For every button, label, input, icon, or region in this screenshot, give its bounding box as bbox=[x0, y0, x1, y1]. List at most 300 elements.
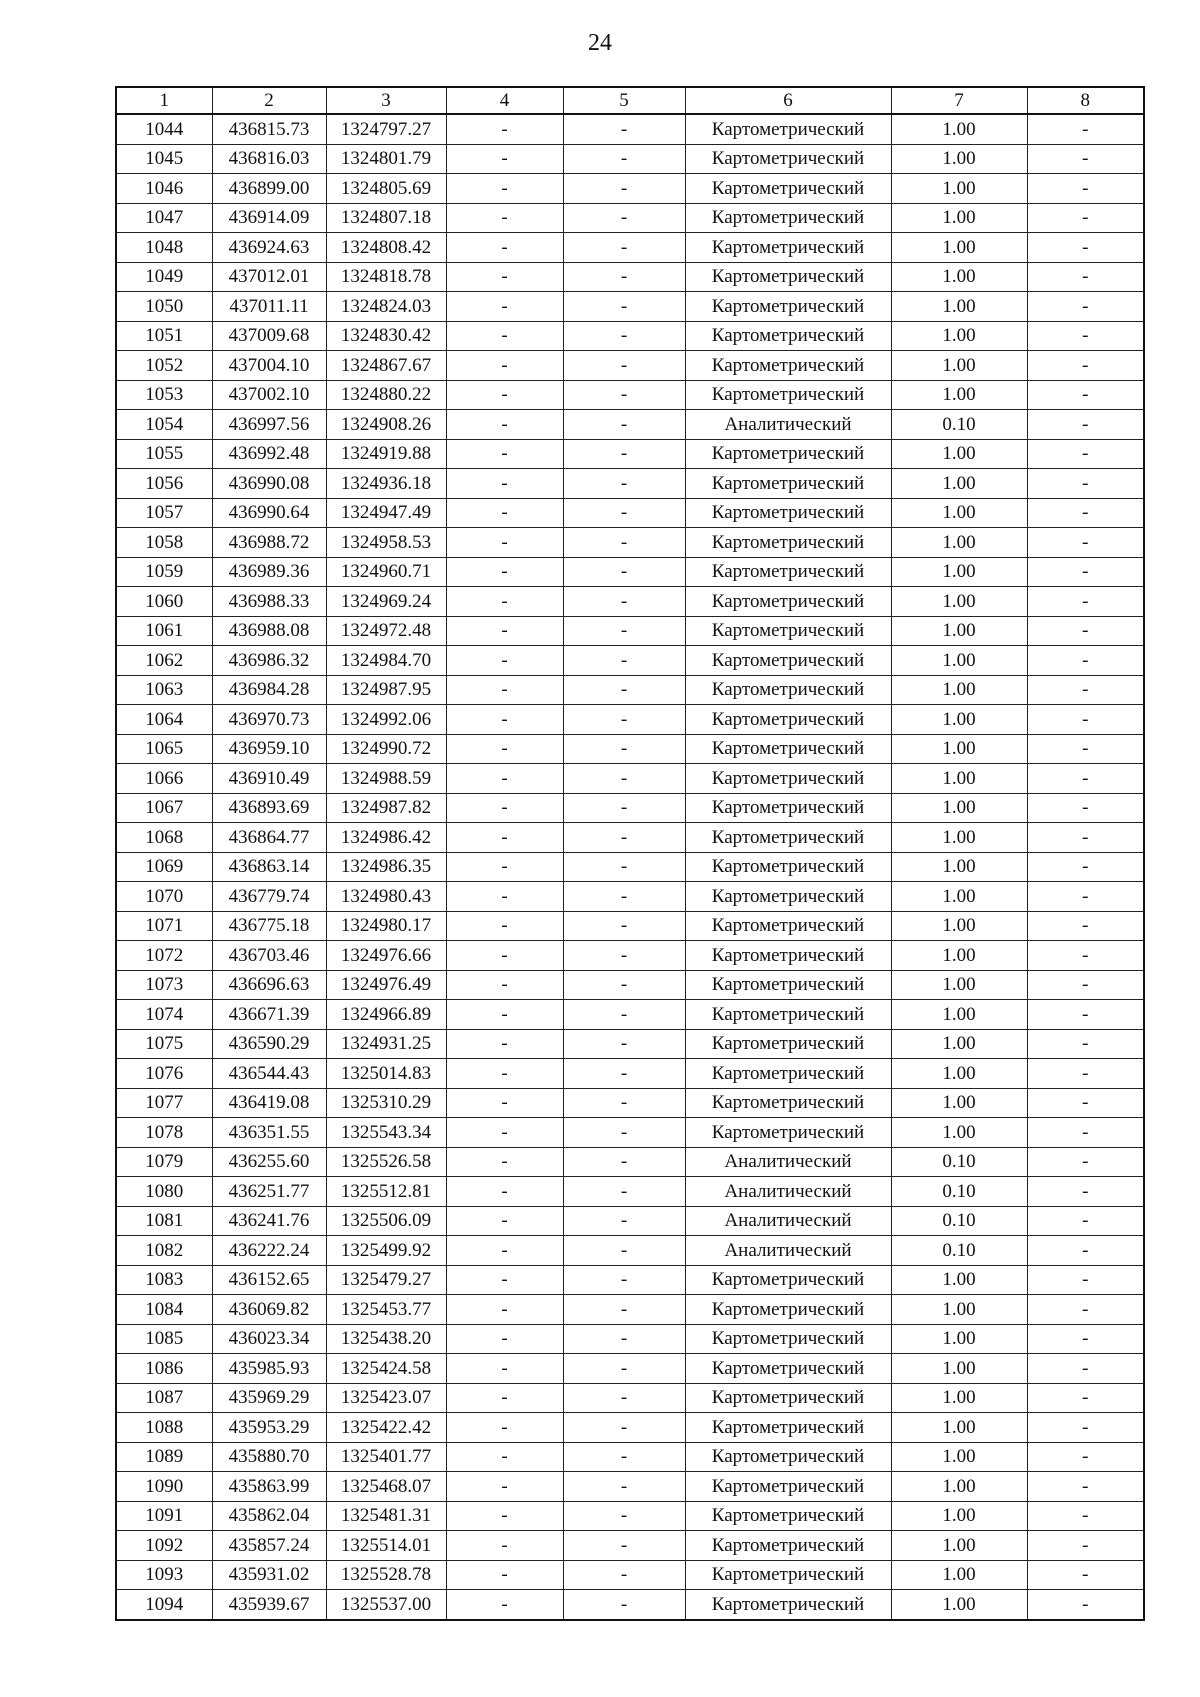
col8-cell: - bbox=[1027, 469, 1144, 499]
col4-cell: - bbox=[446, 793, 563, 823]
method-cell: Картометрический bbox=[685, 675, 891, 705]
point-number-cell: 1068 bbox=[116, 823, 212, 853]
x-coordinate-cell: 437002.10 bbox=[212, 380, 326, 410]
accuracy-cell: 1.00 bbox=[891, 587, 1027, 617]
col5-cell: - bbox=[563, 970, 685, 1000]
x-coordinate-cell: 436863.14 bbox=[212, 852, 326, 882]
point-number-cell: 1072 bbox=[116, 941, 212, 971]
method-cell: Картометрический bbox=[685, 1354, 891, 1384]
accuracy-cell: 1.00 bbox=[891, 1324, 1027, 1354]
table-row bbox=[116, 587, 1144, 617]
table-row bbox=[116, 1442, 1144, 1472]
col4-cell: - bbox=[446, 174, 563, 204]
col8-cell: - bbox=[1027, 705, 1144, 735]
table-row bbox=[116, 1501, 1144, 1531]
method-cell: Картометрический bbox=[685, 1442, 891, 1472]
method-cell: Аналитический bbox=[685, 1177, 891, 1207]
x-coordinate-cell: 436023.34 bbox=[212, 1324, 326, 1354]
x-coordinate-cell: 436988.33 bbox=[212, 587, 326, 617]
point-number-cell: 1070 bbox=[116, 882, 212, 912]
method-cell: Картометрический bbox=[685, 882, 891, 912]
col8-cell: - bbox=[1027, 1000, 1144, 1030]
col8-cell: - bbox=[1027, 646, 1144, 676]
col5-cell: - bbox=[563, 941, 685, 971]
col4-cell: - bbox=[446, 852, 563, 882]
col4-cell: - bbox=[446, 1590, 563, 1620]
col5-cell: - bbox=[563, 351, 685, 381]
table-row bbox=[116, 970, 1144, 1000]
col5-cell: - bbox=[563, 233, 685, 263]
method-cell: Картометрический bbox=[685, 823, 891, 853]
col8-cell: - bbox=[1027, 292, 1144, 322]
table-row bbox=[116, 203, 1144, 233]
col5-cell: - bbox=[563, 144, 685, 174]
table-row bbox=[116, 498, 1144, 528]
y-coordinate-cell: 1324807.18 bbox=[326, 203, 446, 233]
col8-cell: - bbox=[1027, 587, 1144, 617]
col4-cell: - bbox=[446, 1206, 563, 1236]
y-coordinate-cell: 1324988.59 bbox=[326, 764, 446, 794]
accuracy-cell: 1.00 bbox=[891, 646, 1027, 676]
point-number-cell: 1077 bbox=[116, 1088, 212, 1118]
col4-cell: - bbox=[446, 1265, 563, 1295]
col4-cell: - bbox=[446, 1354, 563, 1384]
col4-cell: - bbox=[446, 1088, 563, 1118]
col4-cell: - bbox=[446, 1177, 563, 1207]
point-number-cell: 1092 bbox=[116, 1531, 212, 1561]
col8-cell: - bbox=[1027, 321, 1144, 351]
page-number: 24 bbox=[588, 30, 612, 56]
col4-cell: - bbox=[446, 292, 563, 322]
accuracy-cell: 1.00 bbox=[891, 1029, 1027, 1059]
accuracy-cell: 1.00 bbox=[891, 498, 1027, 528]
y-coordinate-cell: 1325481.31 bbox=[326, 1501, 446, 1531]
table-row bbox=[116, 911, 1144, 941]
col8-cell: - bbox=[1027, 1147, 1144, 1177]
col5-cell: - bbox=[563, 1560, 685, 1590]
col5-cell: - bbox=[563, 675, 685, 705]
y-coordinate-cell: 1325514.01 bbox=[326, 1531, 446, 1561]
x-coordinate-cell: 436816.03 bbox=[212, 144, 326, 174]
y-coordinate-cell: 1325438.20 bbox=[326, 1324, 446, 1354]
point-number-cell: 1087 bbox=[116, 1383, 212, 1413]
y-coordinate-cell: 1324880.22 bbox=[326, 380, 446, 410]
table-row bbox=[116, 823, 1144, 853]
col4-cell: - bbox=[446, 528, 563, 558]
col8-cell: - bbox=[1027, 1177, 1144, 1207]
accuracy-cell: 1.00 bbox=[891, 1590, 1027, 1620]
col4-cell: - bbox=[446, 1324, 563, 1354]
col4-cell: - bbox=[446, 705, 563, 735]
method-cell: Картометрический bbox=[685, 1472, 891, 1502]
col8-cell: - bbox=[1027, 1118, 1144, 1148]
col4-cell: - bbox=[446, 911, 563, 941]
point-number-cell: 1059 bbox=[116, 557, 212, 587]
table-row bbox=[116, 793, 1144, 823]
method-cell: Картометрический bbox=[685, 114, 891, 144]
accuracy-cell: 1.00 bbox=[891, 203, 1027, 233]
table-row bbox=[116, 675, 1144, 705]
table-row bbox=[116, 734, 1144, 764]
col8-cell: - bbox=[1027, 1501, 1144, 1531]
accuracy-cell: 1.00 bbox=[891, 764, 1027, 794]
x-coordinate-cell: 436152.65 bbox=[212, 1265, 326, 1295]
x-coordinate-cell: 435931.02 bbox=[212, 1560, 326, 1590]
point-number-cell: 1069 bbox=[116, 852, 212, 882]
table-row bbox=[116, 1472, 1144, 1502]
accuracy-cell: 1.00 bbox=[891, 793, 1027, 823]
accuracy-cell: 1.00 bbox=[891, 351, 1027, 381]
x-coordinate-cell: 436989.36 bbox=[212, 557, 326, 587]
col4-cell: - bbox=[446, 233, 563, 263]
col4-cell: - bbox=[446, 144, 563, 174]
accuracy-cell: 1.00 bbox=[891, 823, 1027, 853]
col8-cell: - bbox=[1027, 233, 1144, 263]
y-coordinate-cell: 1324966.89 bbox=[326, 1000, 446, 1030]
table-row bbox=[116, 1295, 1144, 1325]
x-coordinate-cell: 436419.08 bbox=[212, 1088, 326, 1118]
method-cell: Картометрический bbox=[685, 970, 891, 1000]
x-coordinate-cell: 436251.77 bbox=[212, 1177, 326, 1207]
col5-cell: - bbox=[563, 587, 685, 617]
y-coordinate-cell: 1324992.06 bbox=[326, 705, 446, 735]
point-number-cell: 1053 bbox=[116, 380, 212, 410]
col8-cell: - bbox=[1027, 380, 1144, 410]
column-header: 6 bbox=[685, 87, 891, 114]
y-coordinate-cell: 1324980.43 bbox=[326, 882, 446, 912]
y-coordinate-cell: 1324972.48 bbox=[326, 616, 446, 646]
x-coordinate-cell: 436893.69 bbox=[212, 793, 326, 823]
col5-cell: - bbox=[563, 1059, 685, 1089]
x-coordinate-cell: 436990.64 bbox=[212, 498, 326, 528]
method-cell: Картометрический bbox=[685, 528, 891, 558]
method-cell: Картометрический bbox=[685, 1029, 891, 1059]
accuracy-cell: 1.00 bbox=[891, 233, 1027, 263]
col5-cell: - bbox=[563, 823, 685, 853]
x-coordinate-cell: 436899.00 bbox=[212, 174, 326, 204]
table-row bbox=[116, 705, 1144, 735]
point-number-cell: 1073 bbox=[116, 970, 212, 1000]
col5-cell: - bbox=[563, 1088, 685, 1118]
method-cell: Аналитический bbox=[685, 1206, 891, 1236]
col8-cell: - bbox=[1027, 734, 1144, 764]
table-row bbox=[116, 469, 1144, 499]
table-row bbox=[116, 882, 1144, 912]
point-number-cell: 1056 bbox=[116, 469, 212, 499]
col5-cell: - bbox=[563, 1118, 685, 1148]
column-header: 1 bbox=[116, 87, 212, 114]
x-coordinate-cell: 436696.63 bbox=[212, 970, 326, 1000]
col8-cell: - bbox=[1027, 262, 1144, 292]
accuracy-cell: 1.00 bbox=[891, 1088, 1027, 1118]
col5-cell: - bbox=[563, 1531, 685, 1561]
method-cell: Картометрический bbox=[685, 469, 891, 499]
col8-cell: - bbox=[1027, 793, 1144, 823]
x-coordinate-cell: 435953.29 bbox=[212, 1413, 326, 1443]
x-coordinate-cell: 437012.01 bbox=[212, 262, 326, 292]
col4-cell: - bbox=[446, 410, 563, 440]
method-cell: Картометрический bbox=[685, 1501, 891, 1531]
col4-cell: - bbox=[446, 1000, 563, 1030]
x-coordinate-cell: 436241.76 bbox=[212, 1206, 326, 1236]
col5-cell: - bbox=[563, 1354, 685, 1384]
col5-cell: - bbox=[563, 705, 685, 735]
y-coordinate-cell: 1324976.49 bbox=[326, 970, 446, 1000]
method-cell: Картометрический bbox=[685, 1059, 891, 1089]
y-coordinate-cell: 1324805.69 bbox=[326, 174, 446, 204]
y-coordinate-cell: 1324919.88 bbox=[326, 439, 446, 469]
y-coordinate-cell: 1325512.81 bbox=[326, 1177, 446, 1207]
method-cell: Картометрический bbox=[685, 911, 891, 941]
y-coordinate-cell: 1324808.42 bbox=[326, 233, 446, 263]
col4-cell: - bbox=[446, 1501, 563, 1531]
method-cell: Картометрический bbox=[685, 793, 891, 823]
accuracy-cell: 1.00 bbox=[891, 114, 1027, 144]
accuracy-cell: 1.00 bbox=[891, 616, 1027, 646]
point-number-cell: 1071 bbox=[116, 911, 212, 941]
column-header: 2 bbox=[212, 87, 326, 114]
table-row bbox=[116, 616, 1144, 646]
col8-cell: - bbox=[1027, 852, 1144, 882]
accuracy-cell: 1.00 bbox=[891, 852, 1027, 882]
point-number-cell: 1063 bbox=[116, 675, 212, 705]
method-cell: Картометрический bbox=[685, 557, 891, 587]
column-header: 3 bbox=[326, 87, 446, 114]
accuracy-cell: 1.00 bbox=[891, 1413, 1027, 1443]
y-coordinate-cell: 1324867.67 bbox=[326, 351, 446, 381]
col4-cell: - bbox=[446, 321, 563, 351]
col5-cell: - bbox=[563, 1383, 685, 1413]
col4-cell: - bbox=[446, 1236, 563, 1266]
accuracy-cell: 1.00 bbox=[891, 144, 1027, 174]
y-coordinate-cell: 1325526.58 bbox=[326, 1147, 446, 1177]
col4-cell: - bbox=[446, 646, 563, 676]
point-number-cell: 1055 bbox=[116, 439, 212, 469]
x-coordinate-cell: 435862.04 bbox=[212, 1501, 326, 1531]
point-number-cell: 1076 bbox=[116, 1059, 212, 1089]
point-number-cell: 1051 bbox=[116, 321, 212, 351]
accuracy-cell: 1.00 bbox=[891, 1501, 1027, 1531]
col5-cell: - bbox=[563, 793, 685, 823]
col8-cell: - bbox=[1027, 675, 1144, 705]
col5-cell: - bbox=[563, 852, 685, 882]
column-header: 5 bbox=[563, 87, 685, 114]
method-cell: Картометрический bbox=[685, 380, 891, 410]
point-number-cell: 1075 bbox=[116, 1029, 212, 1059]
col5-cell: - bbox=[563, 262, 685, 292]
col8-cell: - bbox=[1027, 1472, 1144, 1502]
accuracy-cell: 1.00 bbox=[891, 292, 1027, 322]
y-coordinate-cell: 1325537.00 bbox=[326, 1590, 446, 1620]
method-cell: Картометрический bbox=[685, 616, 891, 646]
y-coordinate-cell: 1324986.42 bbox=[326, 823, 446, 853]
col5-cell: - bbox=[563, 174, 685, 204]
y-coordinate-cell: 1325401.77 bbox=[326, 1442, 446, 1472]
col8-cell: - bbox=[1027, 1560, 1144, 1590]
method-cell: Картометрический bbox=[685, 646, 891, 676]
point-number-cell: 1045 bbox=[116, 144, 212, 174]
col8-cell: - bbox=[1027, 351, 1144, 381]
point-number-cell: 1089 bbox=[116, 1442, 212, 1472]
col8-cell: - bbox=[1027, 616, 1144, 646]
col8-cell: - bbox=[1027, 1590, 1144, 1620]
col4-cell: - bbox=[446, 557, 563, 587]
point-number-cell: 1067 bbox=[116, 793, 212, 823]
col8-cell: - bbox=[1027, 1029, 1144, 1059]
col4-cell: - bbox=[446, 469, 563, 499]
col8-cell: - bbox=[1027, 203, 1144, 233]
method-cell: Картометрический bbox=[685, 852, 891, 882]
method-cell: Аналитический bbox=[685, 410, 891, 440]
table-row bbox=[116, 380, 1144, 410]
x-coordinate-cell: 436864.77 bbox=[212, 823, 326, 853]
column-header: 4 bbox=[446, 87, 563, 114]
method-cell: Картометрический bbox=[685, 1531, 891, 1561]
col8-cell: - bbox=[1027, 557, 1144, 587]
point-number-cell: 1082 bbox=[116, 1236, 212, 1266]
accuracy-cell: 1.00 bbox=[891, 911, 1027, 941]
col5-cell: - bbox=[563, 616, 685, 646]
col8-cell: - bbox=[1027, 1236, 1144, 1266]
col5-cell: - bbox=[563, 1147, 685, 1177]
point-number-cell: 1049 bbox=[116, 262, 212, 292]
col5-cell: - bbox=[563, 882, 685, 912]
col5-cell: - bbox=[563, 1000, 685, 1030]
table-row bbox=[116, 439, 1144, 469]
col4-cell: - bbox=[446, 439, 563, 469]
point-number-cell: 1052 bbox=[116, 351, 212, 381]
accuracy-cell: 1.00 bbox=[891, 439, 1027, 469]
y-coordinate-cell: 1324969.24 bbox=[326, 587, 446, 617]
method-cell: Картометрический bbox=[685, 705, 891, 735]
point-number-cell: 1062 bbox=[116, 646, 212, 676]
table-row bbox=[116, 1590, 1144, 1620]
y-coordinate-cell: 1324960.71 bbox=[326, 557, 446, 587]
col5-cell: - bbox=[563, 734, 685, 764]
table-row bbox=[116, 1413, 1144, 1443]
accuracy-cell: 1.00 bbox=[891, 1531, 1027, 1561]
table-row bbox=[116, 1206, 1144, 1236]
col5-cell: - bbox=[563, 292, 685, 322]
table-row bbox=[116, 941, 1144, 971]
method-cell: Картометрический bbox=[685, 498, 891, 528]
y-coordinate-cell: 1325422.42 bbox=[326, 1413, 446, 1443]
col5-cell: - bbox=[563, 439, 685, 469]
col4-cell: - bbox=[446, 1442, 563, 1472]
col4-cell: - bbox=[446, 203, 563, 233]
col5-cell: - bbox=[563, 1265, 685, 1295]
col8-cell: - bbox=[1027, 144, 1144, 174]
accuracy-cell: 1.00 bbox=[891, 1472, 1027, 1502]
coordinates-table bbox=[115, 86, 1145, 1621]
x-coordinate-cell: 435985.93 bbox=[212, 1354, 326, 1384]
column-header: 8 bbox=[1027, 87, 1144, 114]
point-number-cell: 1088 bbox=[116, 1413, 212, 1443]
table-row bbox=[116, 262, 1144, 292]
accuracy-cell: 1.00 bbox=[891, 1383, 1027, 1413]
y-coordinate-cell: 1324936.18 bbox=[326, 469, 446, 499]
point-number-cell: 1078 bbox=[116, 1118, 212, 1148]
accuracy-cell: 1.00 bbox=[891, 1265, 1027, 1295]
col8-cell: - bbox=[1027, 174, 1144, 204]
col8-cell: - bbox=[1027, 911, 1144, 941]
accuracy-cell: 1.00 bbox=[891, 380, 1027, 410]
x-coordinate-cell: 436914.09 bbox=[212, 203, 326, 233]
table-row bbox=[116, 1531, 1144, 1561]
col5-cell: - bbox=[563, 1029, 685, 1059]
y-coordinate-cell: 1324908.26 bbox=[326, 410, 446, 440]
method-cell: Картометрический bbox=[685, 1000, 891, 1030]
y-coordinate-cell: 1324797.27 bbox=[326, 114, 446, 144]
col5-cell: - bbox=[563, 557, 685, 587]
y-coordinate-cell: 1324824.03 bbox=[326, 292, 446, 322]
method-cell: Аналитический bbox=[685, 1236, 891, 1266]
col5-cell: - bbox=[563, 1177, 685, 1207]
method-cell: Картометрический bbox=[685, 351, 891, 381]
accuracy-cell: 1.00 bbox=[891, 1000, 1027, 1030]
x-coordinate-cell: 436671.39 bbox=[212, 1000, 326, 1030]
accuracy-cell: 0.10 bbox=[891, 410, 1027, 440]
point-number-cell: 1083 bbox=[116, 1265, 212, 1295]
col4-cell: - bbox=[446, 1147, 563, 1177]
col5-cell: - bbox=[563, 469, 685, 499]
table-row bbox=[116, 1383, 1144, 1413]
x-coordinate-cell: 436222.24 bbox=[212, 1236, 326, 1266]
col8-cell: - bbox=[1027, 823, 1144, 853]
col8-cell: - bbox=[1027, 1442, 1144, 1472]
accuracy-cell: 1.00 bbox=[891, 1118, 1027, 1148]
col4-cell: - bbox=[446, 1118, 563, 1148]
y-coordinate-cell: 1325506.09 bbox=[326, 1206, 446, 1236]
x-coordinate-cell: 436779.74 bbox=[212, 882, 326, 912]
point-number-cell: 1091 bbox=[116, 1501, 212, 1531]
x-coordinate-cell: 436703.46 bbox=[212, 941, 326, 971]
x-coordinate-cell: 436544.43 bbox=[212, 1059, 326, 1089]
x-coordinate-cell: 437009.68 bbox=[212, 321, 326, 351]
col8-cell: - bbox=[1027, 941, 1144, 971]
accuracy-cell: 1.00 bbox=[891, 1295, 1027, 1325]
table-row bbox=[116, 1324, 1144, 1354]
y-coordinate-cell: 1325014.83 bbox=[326, 1059, 446, 1089]
table-row bbox=[116, 764, 1144, 794]
accuracy-cell: 0.10 bbox=[891, 1236, 1027, 1266]
y-coordinate-cell: 1324830.42 bbox=[326, 321, 446, 351]
col8-cell: - bbox=[1027, 1354, 1144, 1384]
point-number-cell: 1090 bbox=[116, 1472, 212, 1502]
x-coordinate-cell: 436351.55 bbox=[212, 1118, 326, 1148]
method-cell: Картометрический bbox=[685, 1560, 891, 1590]
col5-cell: - bbox=[563, 911, 685, 941]
col5-cell: - bbox=[563, 1295, 685, 1325]
col5-cell: - bbox=[563, 498, 685, 528]
method-cell: Картометрический bbox=[685, 321, 891, 351]
accuracy-cell: 1.00 bbox=[891, 941, 1027, 971]
col4-cell: - bbox=[446, 1413, 563, 1443]
y-coordinate-cell: 1325468.07 bbox=[326, 1472, 446, 1502]
col5-cell: - bbox=[563, 646, 685, 676]
col4-cell: - bbox=[446, 1383, 563, 1413]
col4-cell: - bbox=[446, 764, 563, 794]
column-header: 7 bbox=[891, 87, 1027, 114]
col8-cell: - bbox=[1027, 1206, 1144, 1236]
col8-cell: - bbox=[1027, 1295, 1144, 1325]
accuracy-cell: 1.00 bbox=[891, 1442, 1027, 1472]
col5-cell: - bbox=[563, 1442, 685, 1472]
table-row bbox=[116, 528, 1144, 558]
col5-cell: - bbox=[563, 1472, 685, 1502]
method-cell: Картометрический bbox=[685, 1088, 891, 1118]
x-coordinate-cell: 435857.24 bbox=[212, 1531, 326, 1561]
